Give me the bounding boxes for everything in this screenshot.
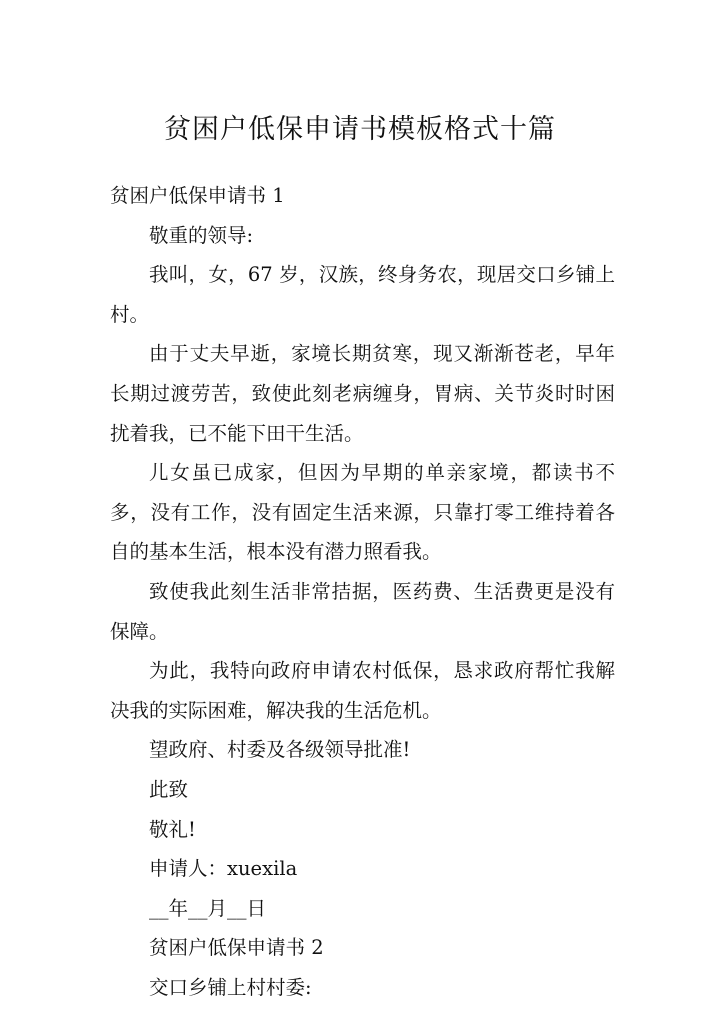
document-title: 贫困户低保申请书模板格式十篇 bbox=[164, 114, 556, 145]
body-paragraph: 我叫，女，67 岁，汉族，终身务农，现居交口乡铺上村。 bbox=[110, 263, 615, 326]
date-line: __年__月__日 bbox=[149, 896, 267, 920]
applicant-line: 申请人：xuexila bbox=[149, 857, 298, 881]
body-paragraph: 致使我此刻生活非常拮据，医药费、生活费更是没有保障。 bbox=[110, 579, 615, 643]
document-body bbox=[110, 176, 615, 1007]
closing-line: 此致 bbox=[149, 777, 189, 801]
body-paragraph: 望政府、村委及各级领导批准! bbox=[149, 738, 411, 762]
body-paragraph: 由于丈夫早逝，家境长期贫寒，现又渐渐苍老，早年长期过渡劳苦，致使此刻老病缠身，胃病、关节炎时时困扰着我，已不能下田干生活。 bbox=[110, 342, 615, 445]
salutation: 交口乡铺上村村委: bbox=[149, 975, 312, 999]
body-paragraph: 儿女虽已成家，但因为早期的单亲家境，都读书不多，没有工作，没有固定生活来源，只靠打零工维持着各自的基本生活，根本没有潜力照看我。 bbox=[110, 461, 615, 564]
section-heading: 贫困户低保申请书 1 bbox=[110, 184, 285, 207]
section-heading: 贫困户低保申请书 2 bbox=[149, 936, 324, 960]
salutation: 敬重的领导: bbox=[149, 223, 254, 247]
closing-line: 敬礼! bbox=[149, 817, 196, 841]
body-paragraph: 为此，我特向政府申请农村低保，恳求政府帮忙我解决我的实际困难，解决我的生活危机。 bbox=[110, 659, 615, 722]
